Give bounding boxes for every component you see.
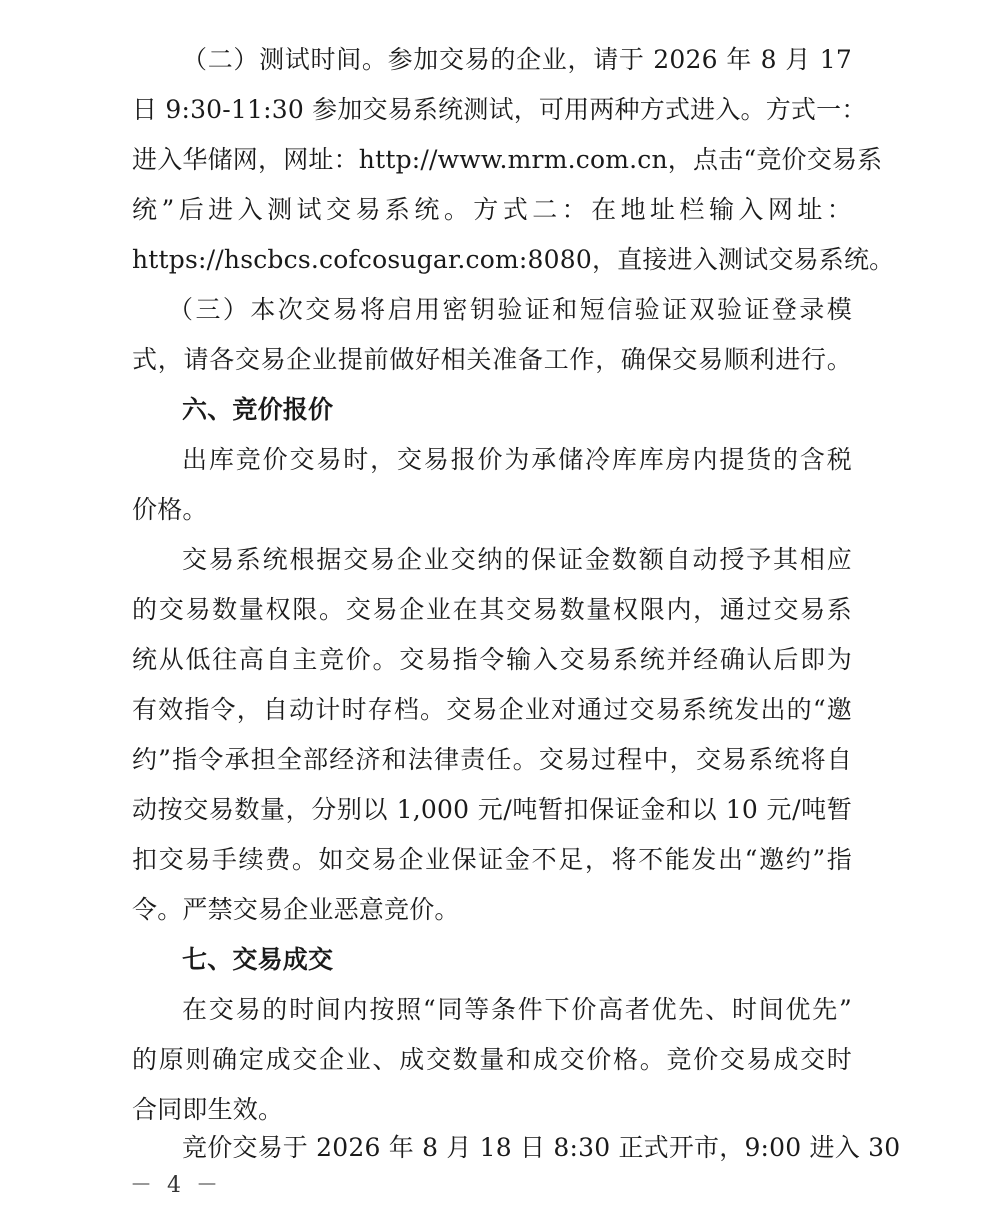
section-heading-six: 六、竞价报价 [182, 395, 334, 424]
paragraph-line: 交易系统根据交易企业交纳的保证金数额自动授予其相应 [182, 545, 852, 574]
paragraph-line: 出库竞价交易时，交易报价为承储冷库库房内提货的含税 [182, 445, 852, 474]
paragraph-line: 统从低往高自主竞价。交易指令输入交易系统并经确认后即为 [132, 645, 852, 674]
paragraph-line: 式，请各交易企业提前做好相关准备工作，确保交易顺利进行。 [132, 345, 852, 374]
paragraph-line: 统”后进入测试交易系统。方式二：在地址栏输入网址： [132, 195, 852, 224]
paragraph-line: 合同即生效。 [132, 1095, 284, 1124]
paragraph-line: 令。严禁交易企业恶意竞价。 [132, 895, 460, 924]
paragraph-line: https://hscbcs.cofcosugar.com:8080，直接进入测试交易系统。 [132, 245, 895, 274]
paragraph-line: 价格。 [132, 495, 208, 524]
paragraph-line: 约”指令承担全部经济和法律责任。交易过程中，交易系统将自 [132, 745, 852, 774]
paragraph-line: 在交易的时间内按照“同等条件下价高者优先、时间优先” [182, 995, 852, 1024]
section-heading-seven: 七、交易成交 [182, 945, 334, 974]
paragraph-line: 的原则确定成交企业、成交数量和成交价格。竞价交易成交时 [132, 1045, 852, 1074]
paragraph-line: 竞价交易于 2026 年 8 月 18 日 8:30 正式开市，9:00 进入 30 [182, 1133, 901, 1162]
paragraph-line: 进入华储网，网址：http://www.mrm.com.cn，点击“竞价交易系 [132, 145, 883, 174]
paragraph-line: 日 9:30-11:30 参加交易系统测试，可用两种方式进入。方式一： [132, 95, 867, 124]
paragraph-line: （三）本次交易将启用密钥验证和短信验证双验证登录模 [168, 295, 852, 324]
paragraph-line: 扣交易手续费。如交易企业保证金不足，将不能发出“邀约”指 [132, 845, 852, 874]
page-number: － 4 － [130, 1173, 222, 1198]
paragraph-line: 的交易数量权限。交易企业在其交易数量权限内，通过交易系 [132, 595, 852, 624]
paragraph-line: 动按交易数量，分别以 1,000 元/吨暂扣保证金和以 10 元/吨暂 [132, 795, 852, 824]
paragraph-line: （二）测试时间。参加交易的企业，请于 2026 年 8 月 17 [182, 45, 852, 74]
paragraph-line: 有效指令，自动计时存档。交易企业对通过交易系统发出的“邀 [132, 695, 852, 724]
